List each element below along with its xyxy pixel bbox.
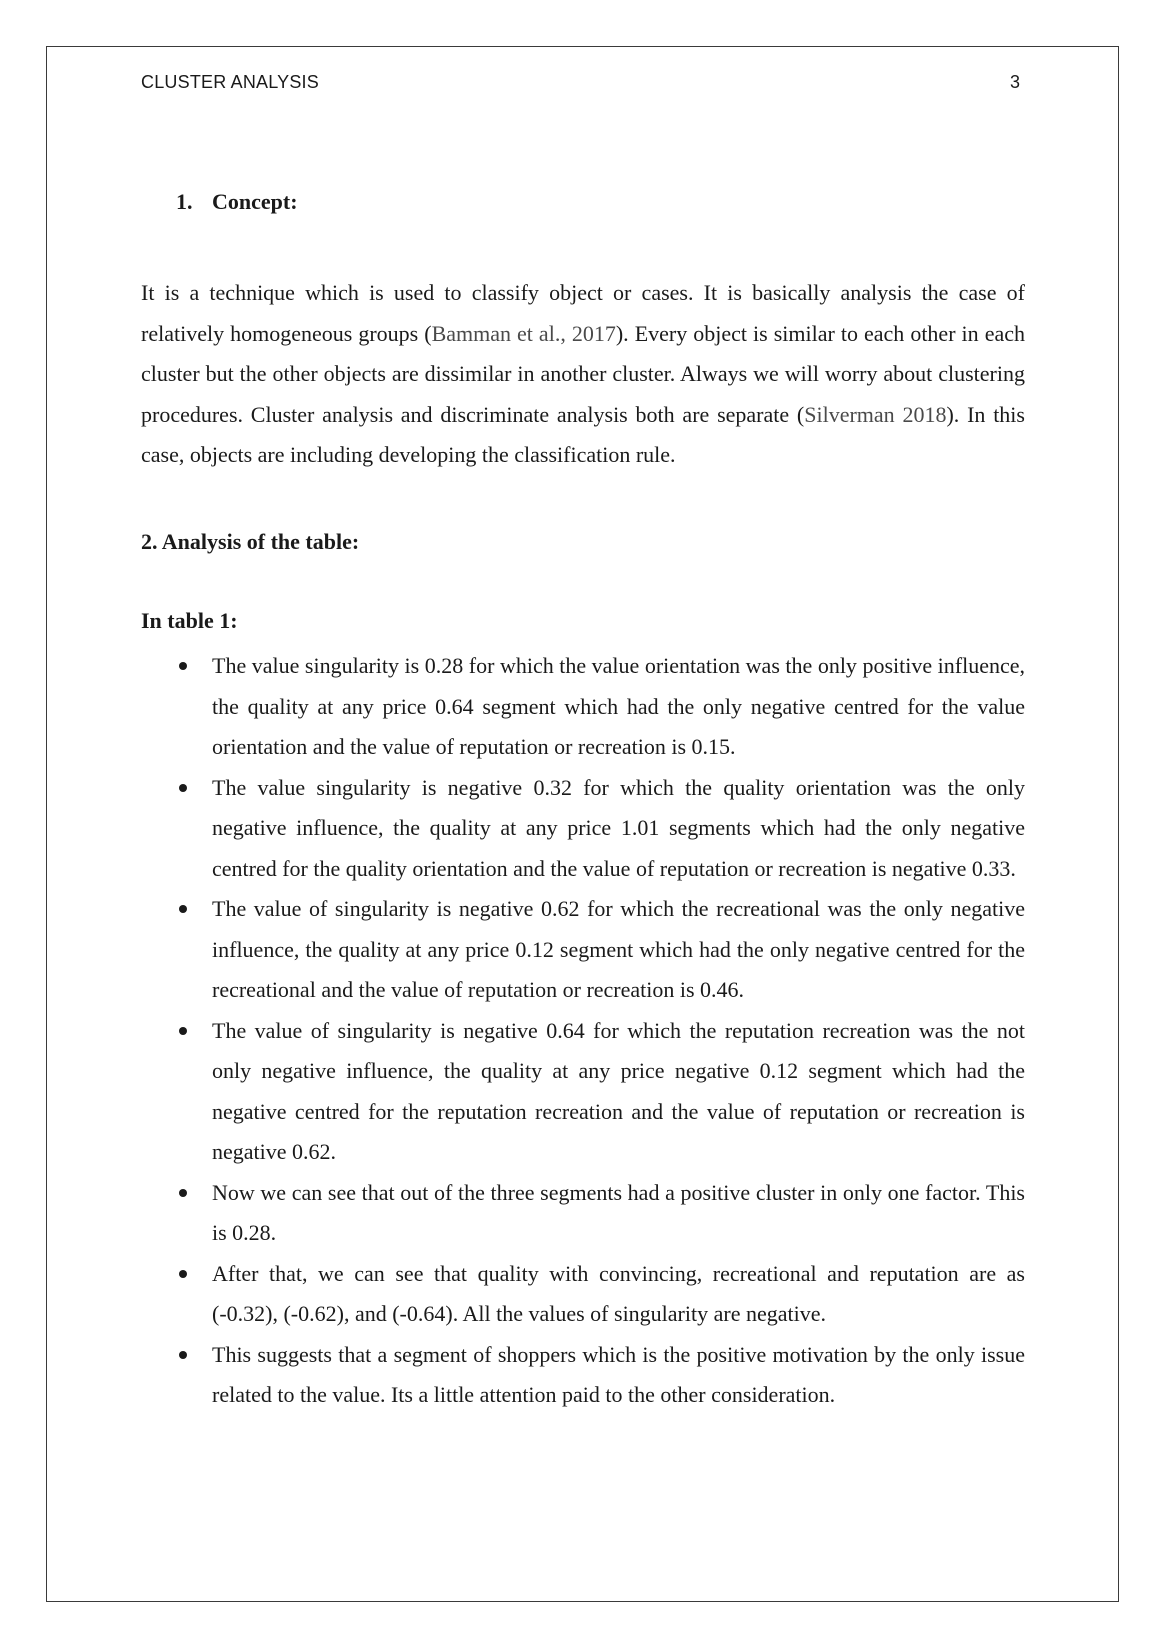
citation-bamman: Bamman et al., 2017: [431, 320, 616, 346]
list-item: [141, 1173, 1025, 1254]
page-number: 3: [1010, 72, 1021, 92]
bullet-icon: [179, 1270, 187, 1278]
bullet-list: [141, 646, 1025, 1416]
list-item-text: The value of singularity is negative 0.64 for which the reputation recreation was the not only negative influence, the quality at any price negative 0.12 segment which had the negative centred for the reputation recreation and the value of reputation or recreation is negative 0.62.: [212, 1017, 1025, 1164]
list-item: [141, 889, 1025, 1011]
paragraph-text: It is a technique which is used to classify object or cases. It is basically analysis the case of relatively homogeneous groups (: [141, 280, 1025, 346]
list-item-text: Now we can see that out of the three segments had a positive cluster in only one factor. This is 0.28.: [212, 1179, 1025, 1245]
list-item: [141, 1335, 1025, 1416]
running-head: CLUSTER ANALYSIS: [141, 72, 319, 92]
list-item: [141, 646, 1025, 768]
list-item-text: After that, we can see that quality with convincing, recreational and reputation are as (-0.32), (-0.62), and (-0.64). All the values of singularity are negative.: [212, 1260, 1025, 1326]
citation-silverman: Silverman 2018: [804, 401, 947, 427]
section-number: 1.: [176, 189, 193, 214]
section-title: Concept:: [212, 189, 298, 214]
section-heading-concept: [176, 189, 298, 215]
bullet-icon: [179, 1027, 187, 1035]
paragraph-text: ). Every object is similar to each other in each cluster but the other objects are dissimilar in another cluster. Always we will worry about clustering procedures. Cluster analysis and discriminate analysis both are separate (: [141, 320, 1025, 427]
list-item: [141, 1254, 1025, 1335]
list-item: [141, 1011, 1025, 1173]
bullet-icon: [179, 1351, 187, 1359]
subheading-table-1: In table 1:: [141, 608, 238, 633]
bullet-icon: [179, 1189, 187, 1197]
list-item-text: The value singularity is 0.28 for which the value orientation was the only positive influence, the quality at any price 0.64 segment which had the only negative centred for the value orientation and the value of reputation or recreation is 0.15.: [212, 653, 1025, 759]
bullet-icon: [179, 784, 187, 792]
bullet-icon: [179, 662, 187, 670]
list-item: [141, 768, 1025, 890]
list-item-text: This suggests that a segment of shoppers which is the positive motivation by the only issue related to the value. Its a little attention paid to the other consideration.: [212, 1341, 1025, 1407]
section-heading-analysis: 2. Analysis of the table:: [141, 529, 360, 554]
paragraph-text: ). In this case, objects are including developing the classification rule.: [141, 401, 1025, 467]
bullet-icon: [179, 905, 187, 913]
list-item-text: The value singularity is negative 0.32 for which the quality orientation was the only negative influence, the quality at any price 1.01 segments which had the only negative centred for the quality orientation and the value of reputation or recreation is negative 0.33.: [212, 774, 1025, 881]
concept-paragraph: [141, 273, 1025, 476]
list-item-text: The value of singularity is negative 0.62 for which the recreational was the only negative influence, the quality at any price 0.12 segment which had the only negative centred for the recreational and the value of reputation or recreation is 0.46.: [212, 896, 1025, 1002]
